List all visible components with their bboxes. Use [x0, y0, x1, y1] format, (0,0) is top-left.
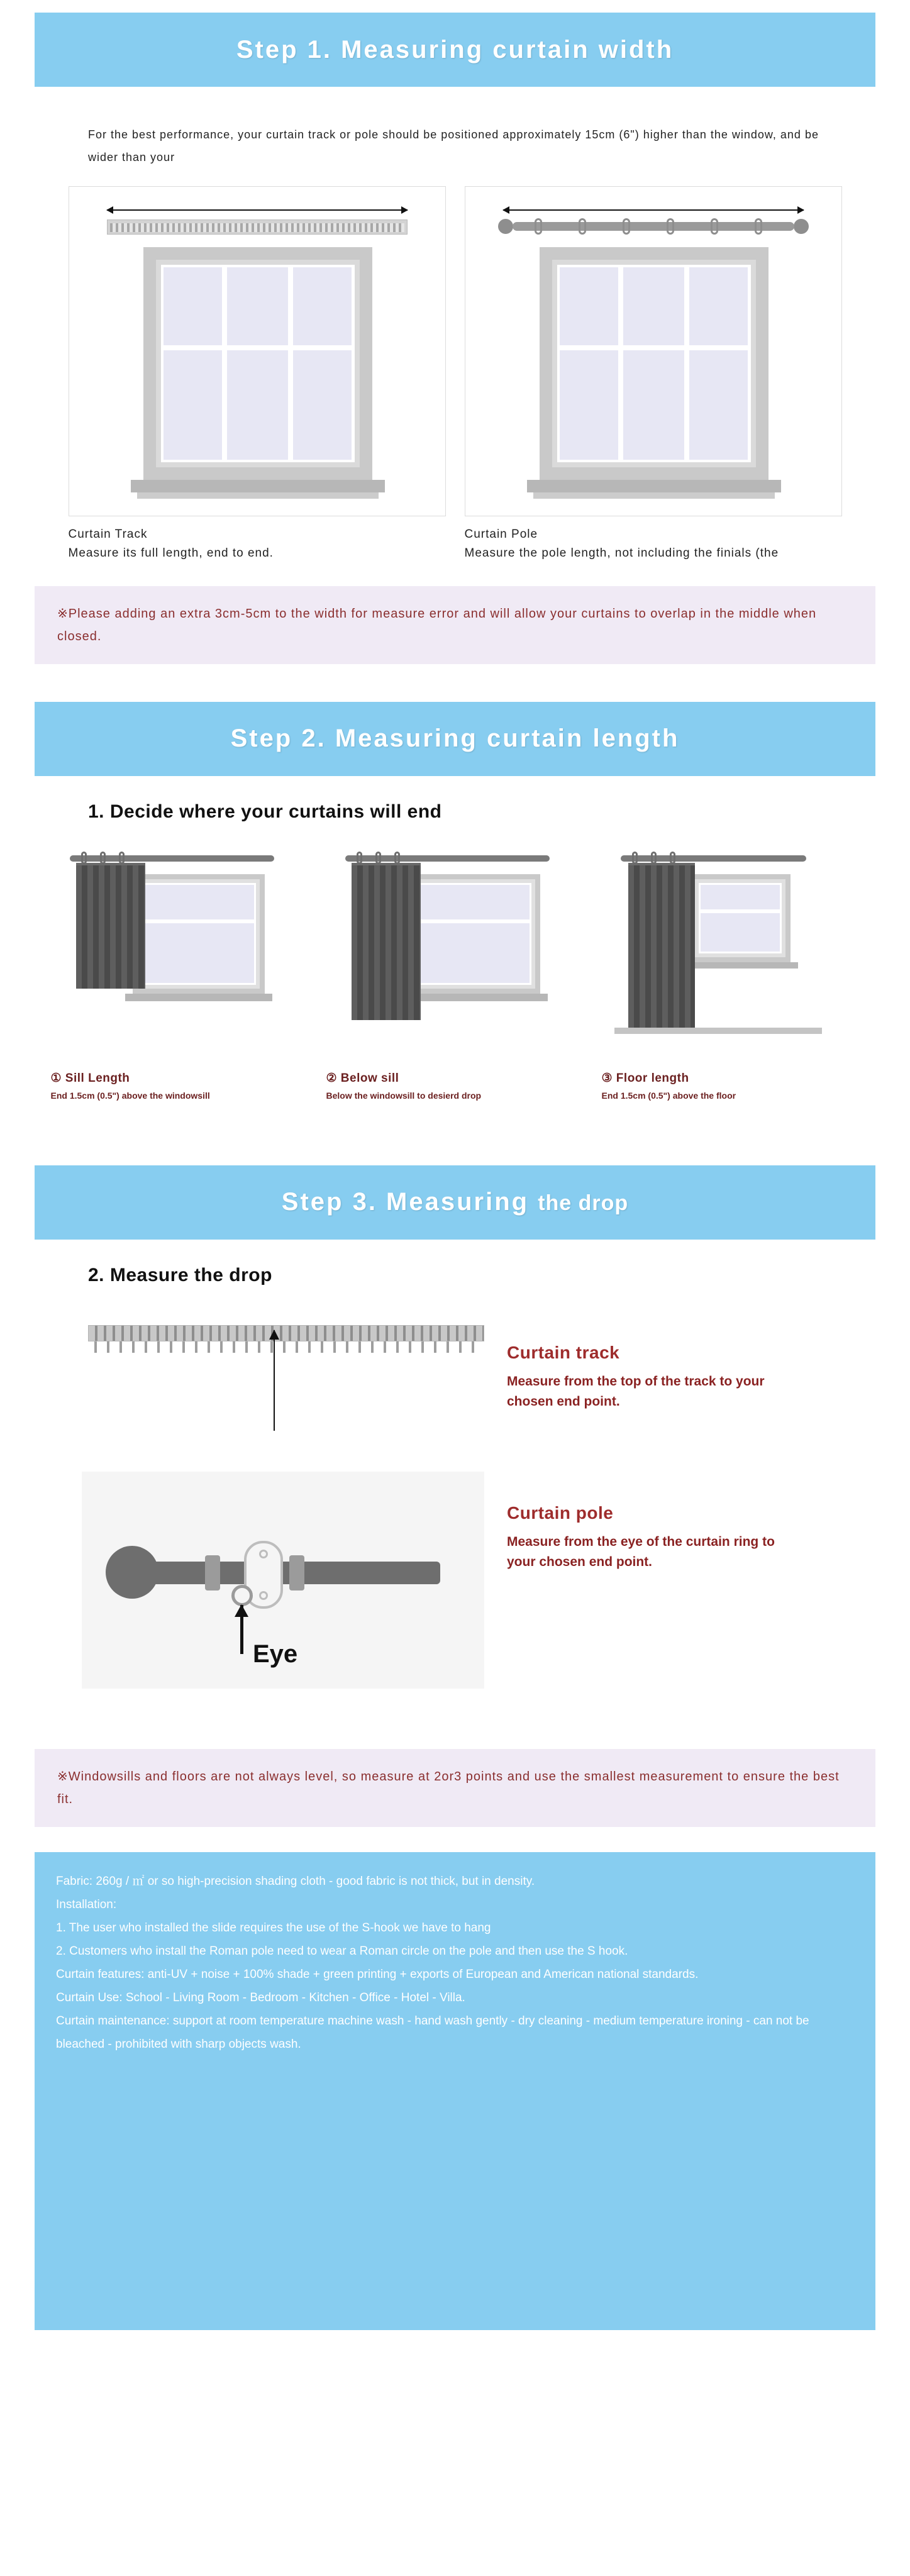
info-line-maintenance: Curtain maintenance: support at room temperature machine wash - hand wash gently - dry cleaning - medium temperature ironing - can not be bleached - prohibited with sharp objects wash.: [56, 2014, 809, 2051]
step3-banner-sub: the drop: [538, 1191, 629, 1216]
step3-heading: 2. Measure the drop: [88, 1264, 272, 1285]
product-info-block: [35, 1852, 875, 2330]
option-below-sill-diagram: [326, 844, 584, 1067]
info-line-install-1: 1. The user who installed the slide requires the use of the S-hook we have to hang: [56, 1921, 491, 1935]
option-sill-length-label: ① Sill Length: [50, 1071, 130, 1085]
curtain-track-diagram: [69, 186, 446, 516]
step2-heading: 1. Decide where your curtains will end: [88, 801, 442, 822]
curtain-pole-caption: [465, 525, 842, 564]
pole-ring-icon: [579, 218, 586, 235]
track-hooks-graphic: [91, 1341, 480, 1353]
drop-pole-body: Measure from the eye of the curtain ring to your chosen end point.: [507, 1534, 775, 1570]
option-below-sill-label: ② Below sill: [326, 1071, 399, 1085]
step3-banner-title: [282, 1188, 628, 1216]
curtain-pole-diagram: [465, 186, 842, 516]
drop-pole-figure: [82, 1472, 484, 1689]
window-frame-graphic: [540, 247, 769, 480]
track-bar-graphic: [107, 219, 408, 235]
drop-track-title: Curtain track: [507, 1342, 620, 1362]
curtain-pole-desc: Measure the pole length, not including the finials (the: [464, 547, 779, 560]
option-sill-length-diagram: [51, 844, 309, 1067]
step1-banner-title: Step 1. Measuring curtain width: [236, 35, 674, 64]
info-line-install-2: 2. Customers who install the Roman pole need to wear a Roman circle on the pole and then use the S hook.: [56, 1944, 628, 1958]
curtain-track-caption: [69, 525, 446, 564]
pole-collar-icon: [289, 1555, 304, 1591]
curtain-track-title: Curtain Track: [68, 528, 148, 541]
option-below-sill: [326, 844, 584, 1102]
step3-banner-main: Step 3. Measuring: [281, 1188, 530, 1216]
info-line-use: Curtain Use: School - Living Room - Bedroom - Kitchen - Office - Hotel - Villa.: [56, 1991, 465, 2005]
pole-ring-icon: [711, 218, 718, 235]
option-sill-length-sub: End 1.5cm (0.5") above the windowsill: [50, 1090, 210, 1101]
pole-ring-icon: [623, 218, 630, 235]
drop-pole-title: Curtain pole: [507, 1502, 614, 1523]
drop-track-block: [0, 1311, 910, 1446]
pole-ring-icon: [667, 218, 674, 235]
pole-collar-icon: [205, 1555, 220, 1591]
pole-finial-right-icon: [794, 219, 809, 234]
drop-pole-block: [0, 1472, 910, 1689]
step1-banner: [35, 13, 875, 87]
option-below-sill-sub: Below the windowsill to desierd drop: [326, 1090, 482, 1101]
eye-label: Eye: [253, 1640, 298, 1668]
curtain-ring-eye-icon: [231, 1585, 253, 1606]
step1-diagram-row: [0, 186, 910, 564]
windowsill-graphic: [131, 480, 385, 492]
width-arrow-icon: [503, 209, 804, 211]
drop-track-figure: [82, 1311, 484, 1446]
option-floor-length-diagram: [602, 844, 860, 1067]
step1-intro-text: For the best performance, your curtain track or pole should be positioned approximately 15cm (6") higher than the window, and be wider than your: [88, 128, 819, 164]
window-frame-graphic: [143, 247, 372, 480]
pole-finial-left-icon: [498, 219, 513, 234]
drop-pole-text: [484, 1472, 784, 1573]
curtain-track-card: [69, 186, 446, 564]
curtain-pole-title: Curtain Pole: [464, 528, 538, 541]
option-sill-length: [51, 844, 309, 1102]
step3-banner: [35, 1165, 875, 1240]
windowsill-graphic: [527, 480, 781, 492]
drop-measure-arrow-icon: [274, 1330, 275, 1431]
step2-banner: [35, 702, 875, 776]
curtain-track-desc: Measure its full length, end to end.: [68, 547, 274, 560]
curtain-length-options: [0, 844, 910, 1102]
pole-ring-icon: [535, 218, 542, 235]
step1-note: ※Please adding an extra 3cm-5cm to the width for measure error and will allow your curtains to overlap in the middle when closed.: [35, 586, 875, 664]
option-floor-length: [602, 844, 860, 1102]
pole-bar-graphic: [513, 222, 794, 231]
drop-track-body: Measure from the top of the track to your chosen end point.: [507, 1374, 765, 1409]
info-line-fabric: Fabric: 260g / ㎡ or so high-precision shading cloth - good fabric is not thick, but in density.: [56, 1874, 535, 1888]
step2-banner-title: Step 2. Measuring curtain length: [230, 724, 680, 753]
option-floor-length-sub: End 1.5cm (0.5") above the floor: [601, 1090, 736, 1101]
info-line-features: Curtain features: anti-UV + noise + 100% shade + green printing + exports of European and American national standards.: [56, 1967, 699, 1981]
info-line-installation: Installation:: [56, 1897, 117, 1911]
curtain-pole-card: [465, 186, 842, 564]
step3-note: ※Windowsills and floors are not always level, so measure at 2or3 points and use the smallest measurement to ensure the best fit.: [35, 1749, 875, 1827]
option-floor-length-label: ③ Floor length: [601, 1071, 689, 1085]
eye-measure-arrow-icon: [240, 1605, 243, 1654]
track-rail-graphic: [88, 1325, 484, 1341]
pole-ring-icon: [755, 218, 762, 235]
width-arrow-icon: [107, 209, 408, 211]
drop-track-text: [484, 1311, 784, 1413]
